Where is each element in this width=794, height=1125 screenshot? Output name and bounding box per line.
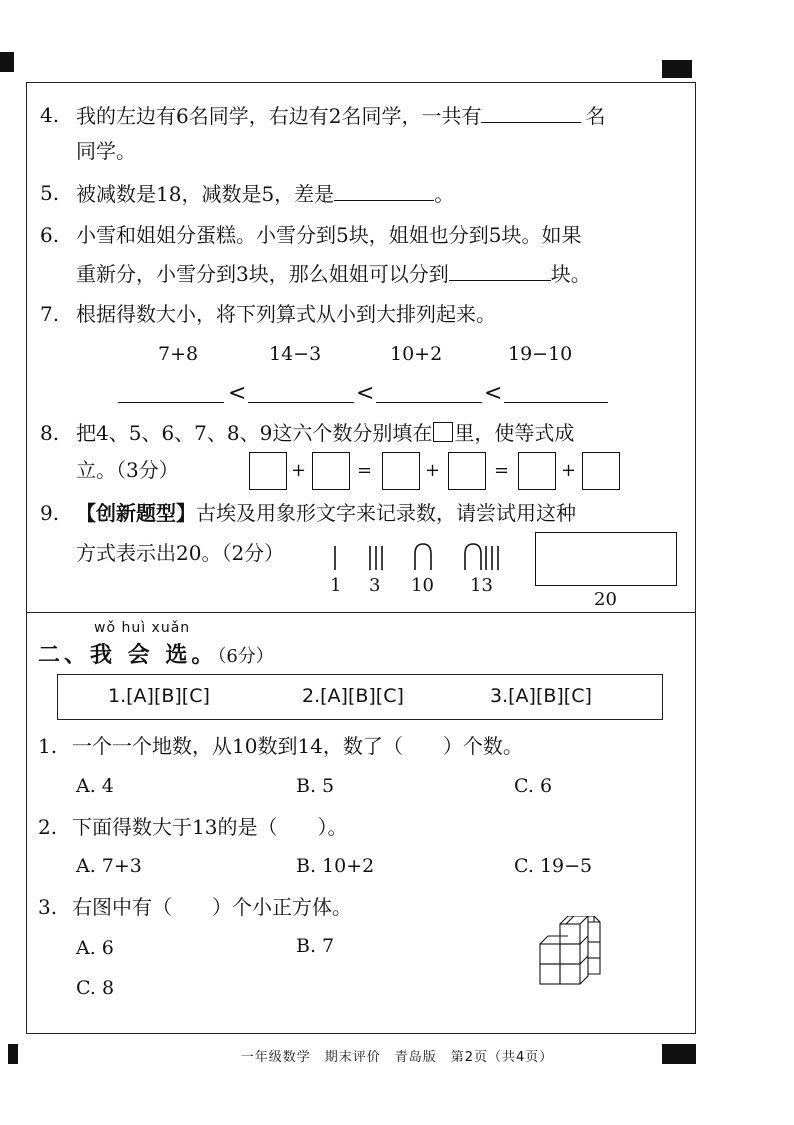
section2-title: 二、我 会 选。（6分） xyxy=(38,642,274,668)
s2-q3-text: 右图中有（ ）个小正方体。 xyxy=(72,895,352,919)
q5-number: 5. xyxy=(40,181,60,205)
q7-answer-blank-2[interactable] xyxy=(248,402,354,403)
q9-label-13: 13 xyxy=(470,575,493,596)
q7-expression-3: 10+2 xyxy=(390,343,443,365)
q7-number: 7. xyxy=(40,302,60,326)
q5-text: 被减数是18，减数是5，差是 。 xyxy=(76,182,455,206)
s2-q3-option-a[interactable]: A. 6 xyxy=(76,937,114,959)
q6-text-line1: 小雪和姐姐分蛋糕。小雪分到5块，姐姐也分到5块。如果 xyxy=(76,223,582,247)
q8-box-6[interactable] xyxy=(582,452,620,490)
registration-mark-top-left xyxy=(0,52,14,72)
q9-label-1: 1 xyxy=(330,575,342,596)
q8-text-line2: 立。（3分） xyxy=(76,458,179,482)
q9-text-line1: 【创新题型】古埃及用象形文字来记录数，请尝试用这种 xyxy=(76,501,576,525)
q4-number: 4. xyxy=(40,103,60,127)
s2-q2-option-a[interactable]: A. 7+3 xyxy=(76,855,142,877)
s2-q2-number: 2. xyxy=(38,815,58,839)
q6-text-line2: 重新分，小雪分到3块，那么姐姐可以分到 块。 xyxy=(76,262,591,286)
s2-q3-option-c[interactable]: C. 8 xyxy=(76,977,115,999)
answer-sheet-item-3[interactable]: 3.[A][B][C] xyxy=(490,685,592,707)
q8-inline-square xyxy=(433,422,453,442)
registration-mark-top-right xyxy=(662,60,692,78)
q8-box-2[interactable] xyxy=(312,452,350,490)
q9-label-20: 20 xyxy=(594,589,617,610)
s2-q2-option-c[interactable]: C. 19−5 xyxy=(514,855,593,877)
s2-q1-number: 1. xyxy=(38,734,58,758)
s2-q3-option-b[interactable]: B. 7 xyxy=(296,935,335,957)
section2-pinyin: wǒ huì xuǎn xyxy=(94,620,191,636)
q7-text: 根据得数大小，将下列算式从小到大排列起来。 xyxy=(76,302,496,326)
q7-less-than-3: < xyxy=(484,381,503,406)
q9-text-line2: 方式表示出20。（2分） xyxy=(76,541,285,565)
s2-q1-option-b[interactable]: B. 5 xyxy=(296,775,335,797)
q9-answer-box[interactable] xyxy=(535,532,677,586)
q4-text-line2: 同学。 xyxy=(76,139,136,163)
q9-label-3: 3 xyxy=(369,575,381,596)
egyptian-numeral-thirteen-icon xyxy=(462,542,502,572)
q7-expression-1: 7+8 xyxy=(158,343,199,365)
q7-expression-4: 19−10 xyxy=(508,343,573,365)
q8-text-line1: 把4、5、6、7、8、9这六个数分别填在 里，使等式成 xyxy=(76,421,575,445)
section-divider xyxy=(26,612,696,613)
s2-q2-text: 下面得数大于13的是（ ）。 xyxy=(72,815,348,839)
q7-answer-blank-1[interactable] xyxy=(118,402,224,403)
q8-plus-3: + xyxy=(561,460,577,481)
egyptian-numeral-three-icon xyxy=(366,544,386,572)
q4-answer-blank[interactable] xyxy=(481,102,581,123)
q9-label-10: 10 xyxy=(411,575,434,596)
q4-text-line1: 我的左边有6名同学，右边有2名同学，一共有 名 xyxy=(76,104,606,128)
small-cubes-figure-icon xyxy=(534,916,610,992)
q5-answer-blank[interactable] xyxy=(334,180,434,201)
q7-less-than-1: < xyxy=(228,381,247,406)
s2-q2-option-b[interactable]: B. 10+2 xyxy=(296,855,375,877)
q8-box-5[interactable] xyxy=(518,452,556,490)
s2-q3-number: 3. xyxy=(38,895,58,919)
s2-q1-option-c[interactable]: C. 6 xyxy=(514,775,553,797)
egyptian-numeral-ten-icon xyxy=(412,542,434,572)
page-footer: 一年级数学 期末评价 青岛版 第2页（共4页） xyxy=(240,1050,554,1065)
q8-equals-2: = xyxy=(494,460,510,481)
q8-box-3[interactable] xyxy=(382,452,420,490)
egyptian-numeral-one-icon xyxy=(330,544,340,572)
q7-answer-blank-3[interactable] xyxy=(376,402,482,403)
s2-q1-text: 一个一个地数，从10数到14，数了（ ）个数。 xyxy=(72,734,523,758)
q6-answer-blank[interactable] xyxy=(449,260,551,281)
q8-number: 8. xyxy=(40,421,60,445)
q8-plus-2: + xyxy=(425,460,441,481)
answer-sheet-item-1[interactable]: 1.[A][B][C] xyxy=(108,685,210,707)
answer-sheet-box xyxy=(57,674,663,720)
q8-plus-1: + xyxy=(291,460,307,481)
q8-box-1[interactable] xyxy=(249,452,287,490)
q8-box-4[interactable] xyxy=(448,452,486,490)
q7-less-than-2: < xyxy=(356,381,375,406)
q7-expression-2: 14−3 xyxy=(269,343,322,365)
q6-number: 6. xyxy=(40,223,60,247)
q9-number: 9. xyxy=(40,501,60,525)
s2-q1-option-a[interactable]: A. 4 xyxy=(76,775,114,797)
q8-equals-1: = xyxy=(357,460,373,481)
answer-sheet-item-2[interactable]: 2.[A][B][C] xyxy=(302,685,404,707)
q7-answer-blank-4[interactable] xyxy=(504,402,608,403)
